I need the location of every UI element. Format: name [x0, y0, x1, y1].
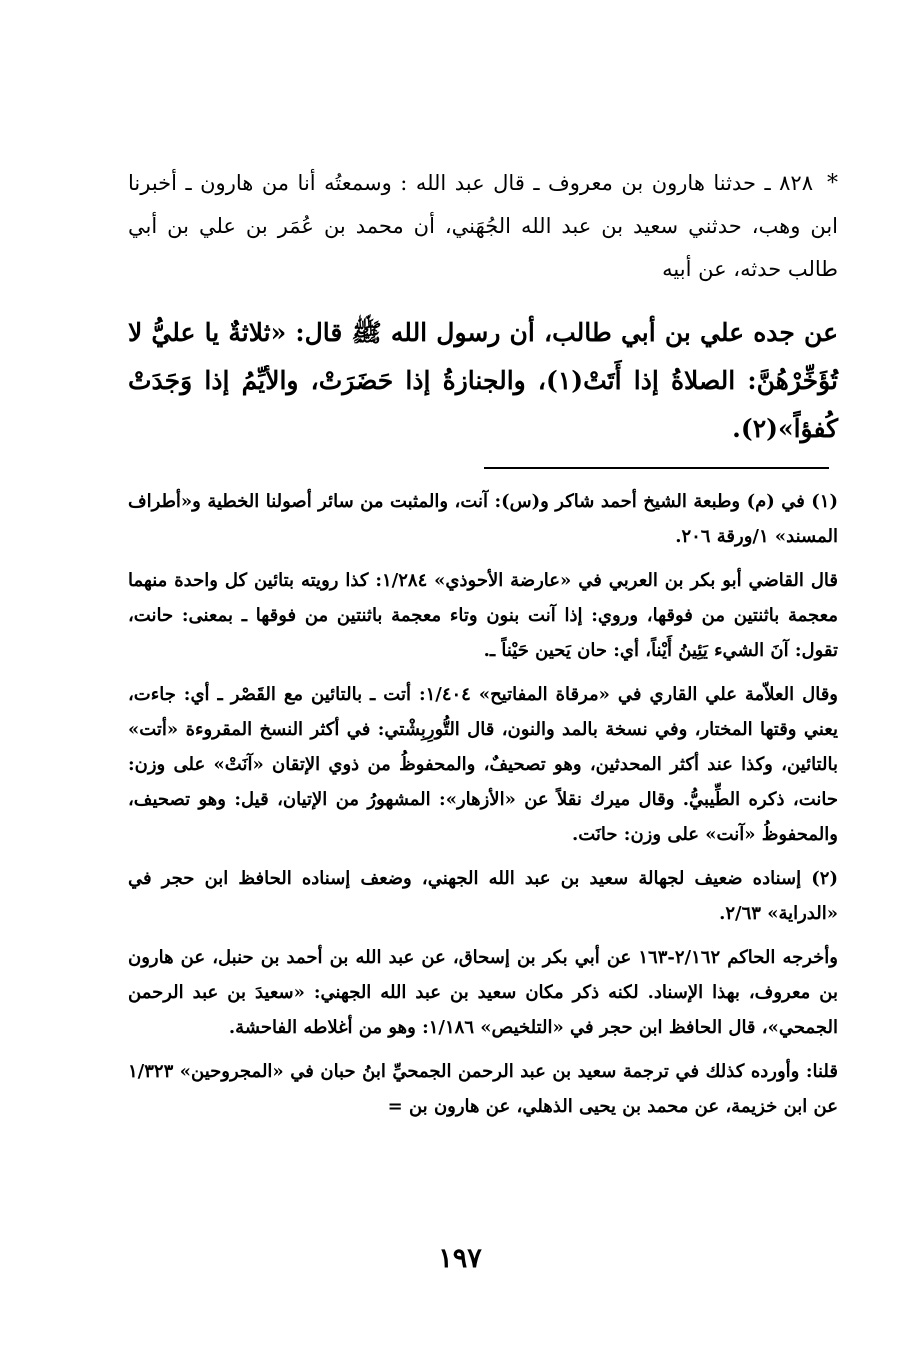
footnote-paragraph: وأخرجه الحاكم ٢/١٦٢-١٦٣ عن أبي بكر بن إسحاق، عن عبد الله بن أحمد بن حنبل، عن هارون بن معروف، بهذا الإسناد. لكنه ذكر مكان سعيد بن عبد الله الجهني: «سعيدَ بن عبد الرحمن الجمحي»، قال الحافظ ابن حجر في «التلخيص» ١/١٨٦: وهو من أغلاطه الفاحشة.	[128, 947, 839, 1038]
footnote-paragraph: قلنا: وأورده كذلك في ترجمة سعيد بن عبد الرحمن الجمحيِّ ابنُ حبان في «المجروحين» ١/٣٢٣ عن ابن خزيمة، عن محمد بن يحيى الذهلي، عن هارون بن =	[128, 1061, 838, 1117]
hadith-isnad	[128, 162, 838, 291]
footnote-paragraph: قال القاضي أبو بكر بن العربي في «عارضة الأحوذي» ١/٢٨٤: كذا رويته بتائين كل واحدة منهما معجمة باثنتين من فوقها، وروي: إذا آنت بنون وتاء معجمة باثنتين من فوقها ـ بمعنى: حانت، تقول: آنَ الشيء يَئِينُ أَيْناً، أي: حان يَحين حَيْناً ـ.	[128, 570, 838, 661]
hadith-marker: *	[827, 171, 838, 196]
footnote-separator	[484, 467, 829, 469]
footnote-paragraph: وقال العلاّمة علي القاري في «مرقاة المفاتيح» ١/٤٠٤: أتت ـ بالتائين مع القَصْر ـ أي: جاءت، يعني وقتها المختار، وفي نسخة بالمد والنون، قال التُّورِبِشْتي: في أكثر النسخ المقروءة «أتت» بالتائين، وكذا عند أكثر المحدثين، وهو تصحيفٌ، والمحفوظُ من ذوي الإتقان «آنَتْ» على وزن: حانت، ذكره الطِّيبيُّ. وقال ميرك نقلاً عن «الأزهار»: المشهورُ من الإتيان، قيل: وهو تصحيف، والمحفوظُ «آنت» على وزن: حانَت.	[128, 684, 838, 845]
footnote-paragraph: (٢) إسناده ضعيف لجهالة سعيد بن عبد الله الجهني، وضعف إسناده الحافظ ابن حجر في «الدراية» ٢/٦٣.	[128, 868, 838, 924]
page-number: ١٩٧	[438, 1243, 482, 1274]
footnotes-section	[128, 484, 838, 1133]
footnote-paragraph: (١) في (م) وطبعة الشيخ أحمد شاكر و(س): آنت، والمثبت من سائر أصولنا الخطية و«أطراف المسند» ١/ورقة ٢٠٦.	[128, 491, 838, 547]
hadith-matn: عن جده علي بن أبي طالب، أن رسول الله ﷺ قال: «ثلاثةٌ يا عليُّ لا تُؤَخِّرْهُنَّ: الصلاةُ إذا أَتَتْ(١)، والجنازةُ إذا حَضَرَتْ، والأيِّمُ إذا وَجَدَتْ كُفؤاً»(٢).	[128, 318, 838, 443]
isnad-text: ٨٢٨ ـ حدثنا هارون بن معروف ـ قال عبد الله : وسمعتُه أنا من هارون ـ أخبرنا ابن وهب، حدثني سعيد بن عبد الله الجُهَني، أن محمد بن عُمَر بن علي بن أبي طالب حدثه، عن أبيه	[128, 171, 838, 281]
